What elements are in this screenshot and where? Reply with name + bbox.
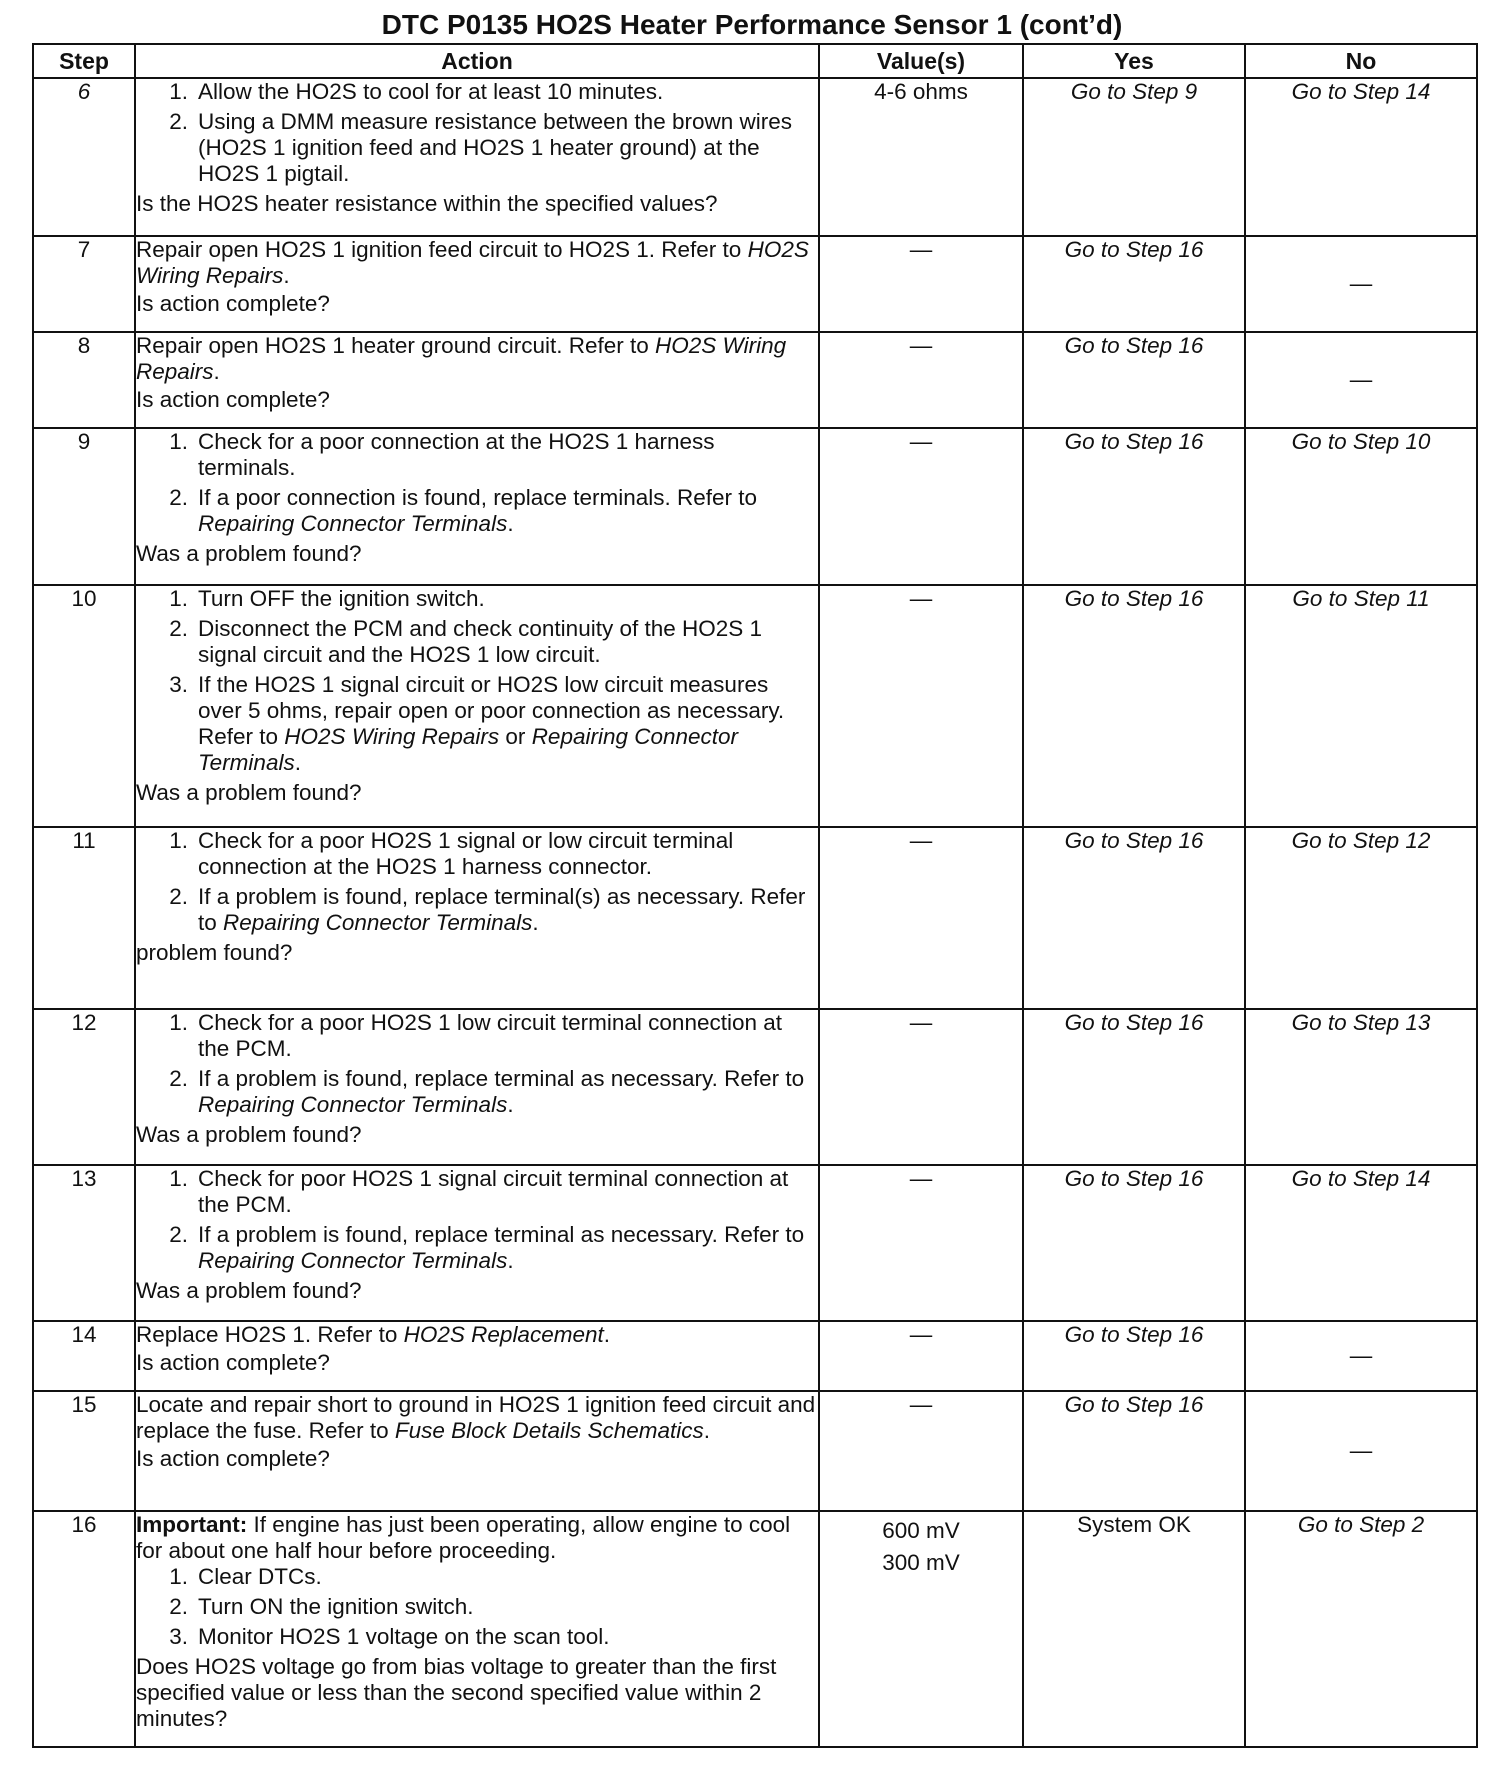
no-cell: Go to Step 2 — [1245, 1511, 1477, 1747]
action-cell — [135, 236, 819, 332]
action-cell: 1. Allow the HO2S to cool for at least 10 minutes. 2. Using a DMM measure resistance between the brown wires (HO2S 1 ignition feed and HO2S 1 heater ground) at the HO2S 1 pigtail. Is the HO2S heater resistance within the specified values? — [135, 78, 819, 236]
action-item: Check for a poor connection at the HO2S 1 harness terminals. — [198, 429, 715, 480]
yes-cell: Go to Step 16 — [1023, 1391, 1245, 1511]
no-cell: Go to Step 10 — [1245, 428, 1477, 585]
value-cell: 4-6 ohms — [819, 78, 1023, 236]
table-row — [33, 1009, 1477, 1165]
step-number: 11 — [33, 827, 135, 1009]
no-cell: Go to Step 14 — [1245, 78, 1477, 236]
yes-cell: Go to Step 16 — [1023, 1321, 1245, 1391]
step-number: 7 — [33, 236, 135, 332]
action-item: If a problem is found, replace terminal as necessary. Refer to — [198, 1222, 805, 1247]
no-cell: Go to Step 11 — [1245, 585, 1477, 827]
value-line: 600 mV — [882, 1518, 960, 1543]
value-cell: — — [819, 1321, 1023, 1391]
action-text: . — [507, 511, 514, 536]
action-cell: 1. Check for a poor HO2S 1 signal or low circuit terminal connection at the HO2S 1 harness connector. 2. If a problem is found, replace terminal(s) as necessary. Refer to Repairing Connector Terminals. problem found? — [135, 827, 819, 1009]
action-item: Allow the HO2S to cool for at least 10 minutes. — [198, 79, 664, 104]
step-number: 13 — [33, 1165, 135, 1321]
action-item: Check for a poor HO2S 1 low circuit terminal connection at the PCM. — [198, 1010, 783, 1061]
header-no: No — [1245, 44, 1477, 78]
action-question: Was a problem found? — [136, 780, 362, 805]
action-question: Is action complete? — [136, 387, 330, 412]
yes-cell: Go to Step 9 — [1023, 78, 1245, 236]
value-cell: — — [819, 332, 1023, 428]
action-question: Was a problem found? — [136, 1278, 362, 1303]
step-number: 12 — [33, 1009, 135, 1165]
action-question: Is action complete? — [136, 1350, 330, 1375]
yes-cell: Go to Step 16 — [1023, 827, 1245, 1009]
reference-link: Fuse Block Details Schematics — [394, 1418, 704, 1443]
reference-link: HO2S Replacement — [403, 1322, 604, 1347]
action-cell: Important: If engine has just been operating, allow engine to cool for about one half hour before proceeding. 1. Clear DTCs. 2. Turn ON the ignition switch. 3. Monitor HO2S 1 voltage on the scan tool. Does HO2S voltage go from bias voltage to greater than the first specified value or less than the second specified value within 2 minutes? — [135, 1511, 819, 1747]
action-text: . — [603, 1322, 611, 1347]
value-cell: — — [819, 1009, 1023, 1165]
action-text: . — [213, 359, 220, 384]
action-cell — [135, 1321, 819, 1391]
step-number: 10 — [33, 585, 135, 827]
action-text: Locate and repair short to ground in HO2S 1 ignition feed circuit and replace the fuse. Refer to — [136, 1392, 816, 1443]
reference-link: Repairing Connector Terminals — [198, 724, 739, 775]
action-text: . — [507, 1092, 514, 1117]
action-item: If a problem is found, replace terminal as necessary. Refer to — [198, 1066, 805, 1091]
action-item: Turn ON the ignition switch. — [198, 1594, 474, 1619]
step-number: 6 — [33, 78, 135, 236]
no-cell: — — [1245, 236, 1477, 332]
reference-link: HO2S Wiring Repairs — [136, 237, 809, 288]
value-line: 300 mV — [882, 1550, 960, 1575]
no-cell: — — [1245, 1321, 1477, 1391]
reference-link: HO2S Wiring Repairs — [284, 724, 500, 749]
no-cell: Go to Step 14 — [1245, 1165, 1477, 1321]
action-item: Using a DMM measure resistance between the brown wires (HO2S 1 ignition feed and HO2S 1 heater ground) at the HO2S 1 pigtail. — [198, 109, 792, 186]
reference-link: Repairing Connector Terminals — [198, 1092, 508, 1117]
action-cell: 1. Check for poor HO2S 1 signal circuit terminal connection at the PCM. 2. If a problem is found, replace terminal as necessary. Refer to Repairing Connector Terminals. Was a problem found? — [135, 1165, 819, 1321]
yes-cell: Go to Step 16 — [1023, 1009, 1245, 1165]
step-number: 16 — [33, 1511, 135, 1747]
step-number: 8 — [33, 332, 135, 428]
table-row — [33, 585, 1477, 827]
action-question: Was a problem found? — [136, 541, 362, 566]
table-row — [33, 428, 1477, 585]
value-cell: — — [819, 428, 1023, 585]
reference-link: Repairing Connector Terminals — [223, 910, 533, 935]
action-text: . — [283, 263, 290, 288]
action-item: Disconnect the PCM and check continuity of the HO2S 1 signal circuit and the HO2S 1 low circuit. — [198, 616, 763, 667]
action-item: If a problem is found, replace terminal(s) as necessary. Refer to — [198, 884, 806, 935]
action-item: Check for poor HO2S 1 signal circuit terminal connection at the PCM. — [198, 1166, 789, 1217]
yes-cell: System OK — [1023, 1511, 1245, 1747]
reference-link: Repairing Connector Terminals — [198, 1248, 508, 1273]
table-row — [33, 1391, 1477, 1511]
action-item: Turn OFF the ignition switch. — [198, 586, 485, 611]
table-row — [33, 1321, 1477, 1391]
action-text: . — [532, 910, 539, 935]
yes-cell: Go to Step 16 — [1023, 1165, 1245, 1321]
action-text: . — [507, 1248, 514, 1273]
action-text: or — [499, 724, 532, 749]
header-step: Step — [33, 44, 135, 78]
action-item: Clear DTCs. — [198, 1564, 322, 1589]
yes-cell: Go to Step 16 — [1023, 428, 1245, 585]
action-text: . — [703, 1418, 711, 1443]
yes-cell: Go to Step 16 — [1023, 585, 1245, 827]
reference-link: Repairing Connector Terminals — [198, 511, 508, 536]
page-title: DTC P0135 HO2S Heater Performance Sensor 1 (cont’d) — [381, 9, 1123, 40]
yes-cell: Go to Step 16 — [1023, 236, 1245, 332]
action-item: If the HO2S 1 signal circuit or HO2S low circuit measures over 5 ohms, repair open or poor connection as necessary. Refer to — [198, 672, 785, 749]
no-cell: — — [1245, 1391, 1477, 1511]
value-cell: — — [819, 1391, 1023, 1511]
header-row — [33, 44, 1477, 78]
action-text: . — [294, 750, 301, 775]
action-text: Repair open HO2S 1 heater ground circuit. Refer to — [136, 333, 656, 358]
no-cell: Go to Step 13 — [1245, 1009, 1477, 1165]
yes-cell: Go to Step 16 — [1023, 332, 1245, 428]
action-item: If a poor connection is found, replace terminals. Refer to — [198, 485, 758, 510]
value-cell — [819, 1511, 1023, 1747]
value-cell: — — [819, 827, 1023, 1009]
action-cell — [135, 332, 819, 428]
header-yes: Yes — [1023, 44, 1245, 78]
value-cell: — — [819, 585, 1023, 827]
action-text: Replace HO2S 1. Refer to — [136, 1322, 404, 1347]
reference-link: HO2S Wiring Repairs — [136, 333, 787, 384]
table-row — [33, 236, 1477, 332]
action-question: Is the HO2S heater resistance within the specified values? — [136, 191, 718, 216]
step-number: 9 — [33, 428, 135, 585]
action-cell: 1. Turn OFF the ignition switch. 2. Disconnect the PCM and check continuity of the HO2S 1 signal circuit and the HO2S 1 low circuit. 3. If the HO2S 1 signal circuit or HO2S low circuit measures over 5 ohms, repair open or poor connection as necessary. Refer to HO2S Wiring Repairs or Repairing Connector Terminals. Was a problem found? — [135, 585, 819, 827]
header-action: Action — [135, 44, 819, 78]
value-cell: — — [819, 1165, 1023, 1321]
value-cell: — — [819, 236, 1023, 332]
action-item: Check for a poor HO2S 1 signal or low circuit terminal connection at the HO2S 1 harness connector. — [198, 828, 734, 879]
action-cell: 1. Check for a poor HO2S 1 low circuit terminal connection at the PCM. 2. If a problem is found, replace terminal as necessary. Refer to Repairing Connector Terminals. Was a problem found? — [135, 1009, 819, 1165]
dtc-table — [32, 43, 1478, 1748]
action-question: problem found? — [136, 940, 293, 965]
action-item: Monitor HO2S 1 voltage on the scan tool. — [198, 1624, 610, 1649]
table-row — [33, 1165, 1477, 1321]
action-cell — [135, 1391, 819, 1511]
no-cell: — — [1245, 332, 1477, 428]
action-question: Does HO2S voltage go from bias voltage to greater than the first specified value or less than the second specified value within 2 minutes? — [136, 1654, 777, 1731]
header-values: Value(s) — [819, 44, 1023, 78]
action-question: Was a problem found? — [136, 1122, 362, 1147]
important-label: Important: — [136, 1512, 248, 1537]
action-question: Is action complete? — [136, 1446, 330, 1471]
table-row — [33, 332, 1477, 428]
action-cell: 1. Check for a poor connection at the HO2S 1 harness terminals. 2. If a poor connection is found, replace terminals. Refer to Repairing Connector Terminals. Was a problem found? — [135, 428, 819, 585]
table-row — [33, 1511, 1477, 1747]
step-number: 14 — [33, 1321, 135, 1391]
action-question: Is action complete? — [136, 291, 330, 316]
important-text: If engine has just been operating, allow engine to cool for about one half hour before proceeding. — [136, 1512, 791, 1563]
action-text: Repair open HO2S 1 ignition feed circuit to HO2S 1. Refer to — [136, 237, 748, 262]
step-number: 15 — [33, 1391, 135, 1511]
table-row — [33, 78, 1477, 236]
table-row — [33, 827, 1477, 1009]
no-cell: Go to Step 12 — [1245, 827, 1477, 1009]
